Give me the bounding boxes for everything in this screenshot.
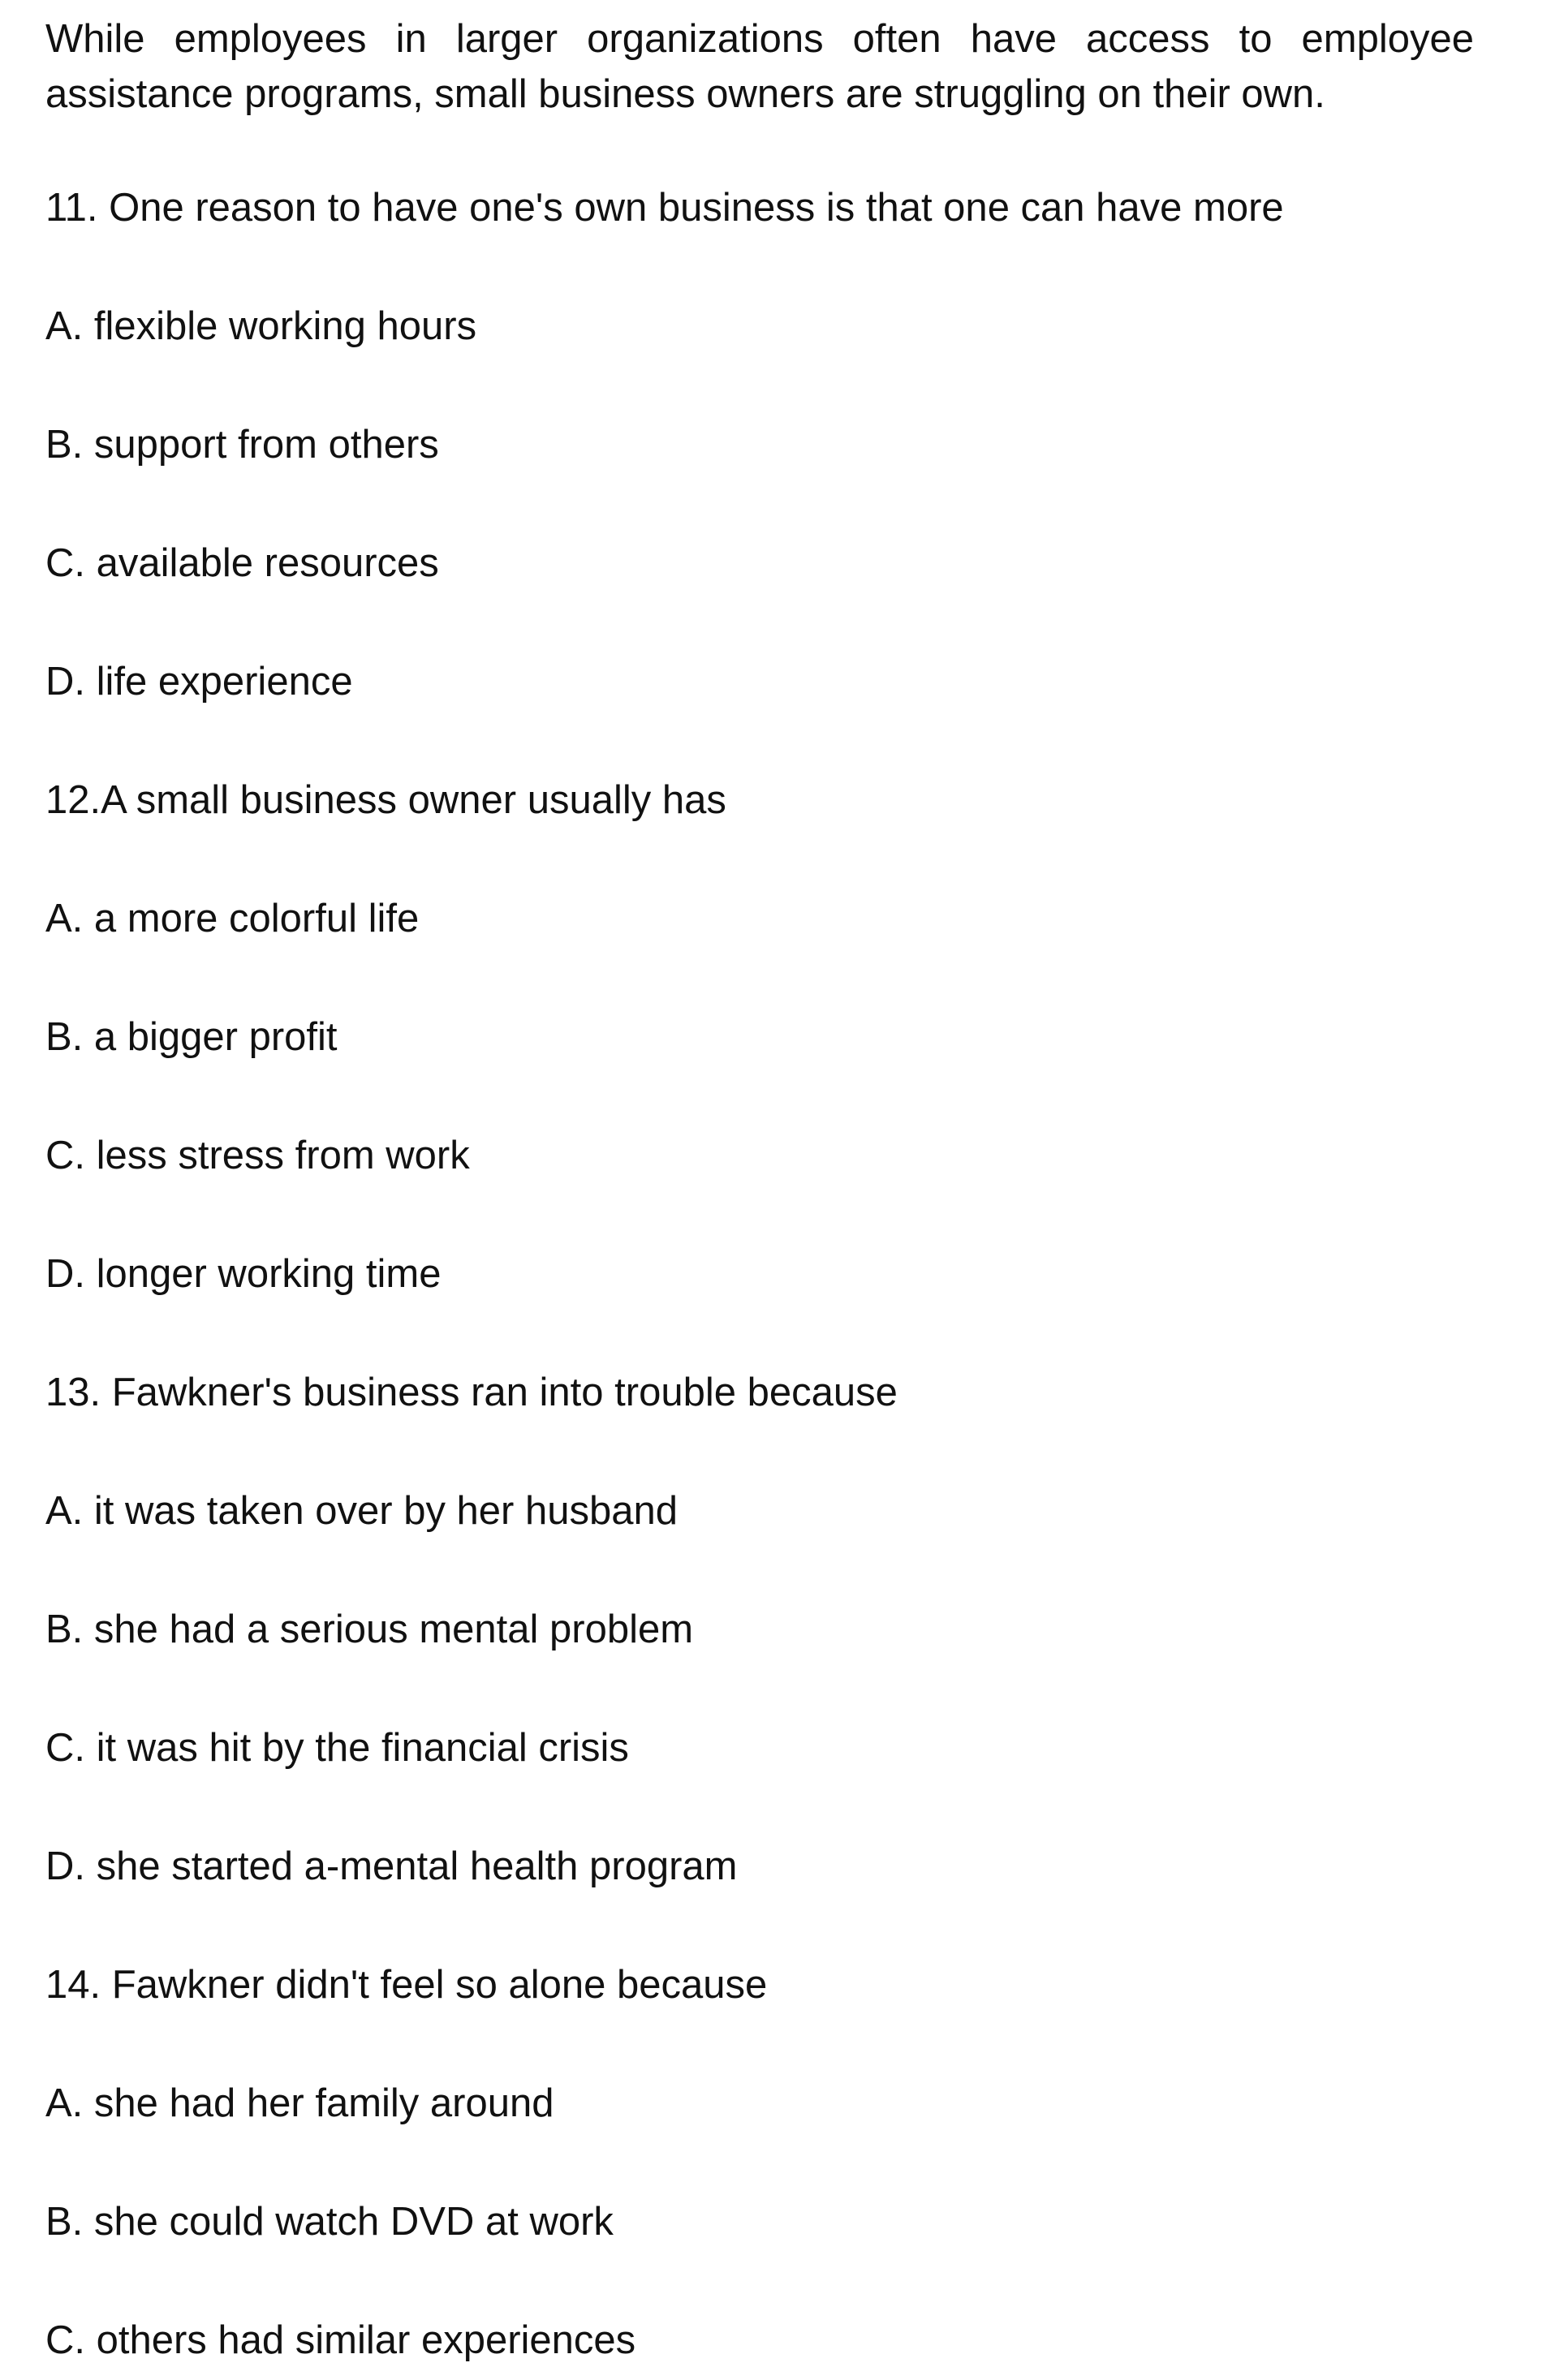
question-13-option-c: C. it was hit by the financial crisis bbox=[45, 1726, 629, 1770]
question-11-option-c: C. available resources bbox=[45, 541, 439, 585]
question-13-stem: 13. Fawkner's business ran into trouble because bbox=[45, 1371, 898, 1414]
question-11-option-a: A. flexible working hours bbox=[45, 304, 477, 348]
question-13-option-b: B. she had a serious mental problem bbox=[45, 1607, 694, 1651]
question-11-stem: 11. One reason to have one's own business is that one can have more bbox=[45, 186, 1284, 230]
question-13-option-a: A. it was taken over by her husband bbox=[45, 1489, 678, 1533]
question-12-stem: 12.A small business owner usually has bbox=[45, 778, 726, 822]
question-12-option-d: D. longer working time bbox=[45, 1252, 442, 1296]
question-12-option-b: B. a bigger profit bbox=[45, 1015, 338, 1059]
question-13-option-d: D. she started a-mental health program bbox=[45, 1844, 738, 1888]
question-12-option-a: A. a more colorful life bbox=[45, 897, 420, 940]
question-14-option-c: C. others had similar experiences bbox=[45, 2318, 636, 2362]
question-11-option-b: B. support from others bbox=[45, 423, 439, 467]
question-12-option-c: C. less stress from work bbox=[45, 1134, 470, 1177]
question-14-option-b: B. she could watch DVD at work bbox=[45, 2200, 614, 2244]
question-14-option-a: A. she had her family around bbox=[45, 2081, 554, 2125]
question-14-stem: 14. Fawkner didn't feel so alone because bbox=[45, 1963, 768, 2007]
intro-paragraph: While employees in larger organizations often have access to employee assistance programs, small business owners are struggling on their own. bbox=[45, 17, 1474, 116]
question-11-option-d: D. life experience bbox=[45, 660, 353, 704]
